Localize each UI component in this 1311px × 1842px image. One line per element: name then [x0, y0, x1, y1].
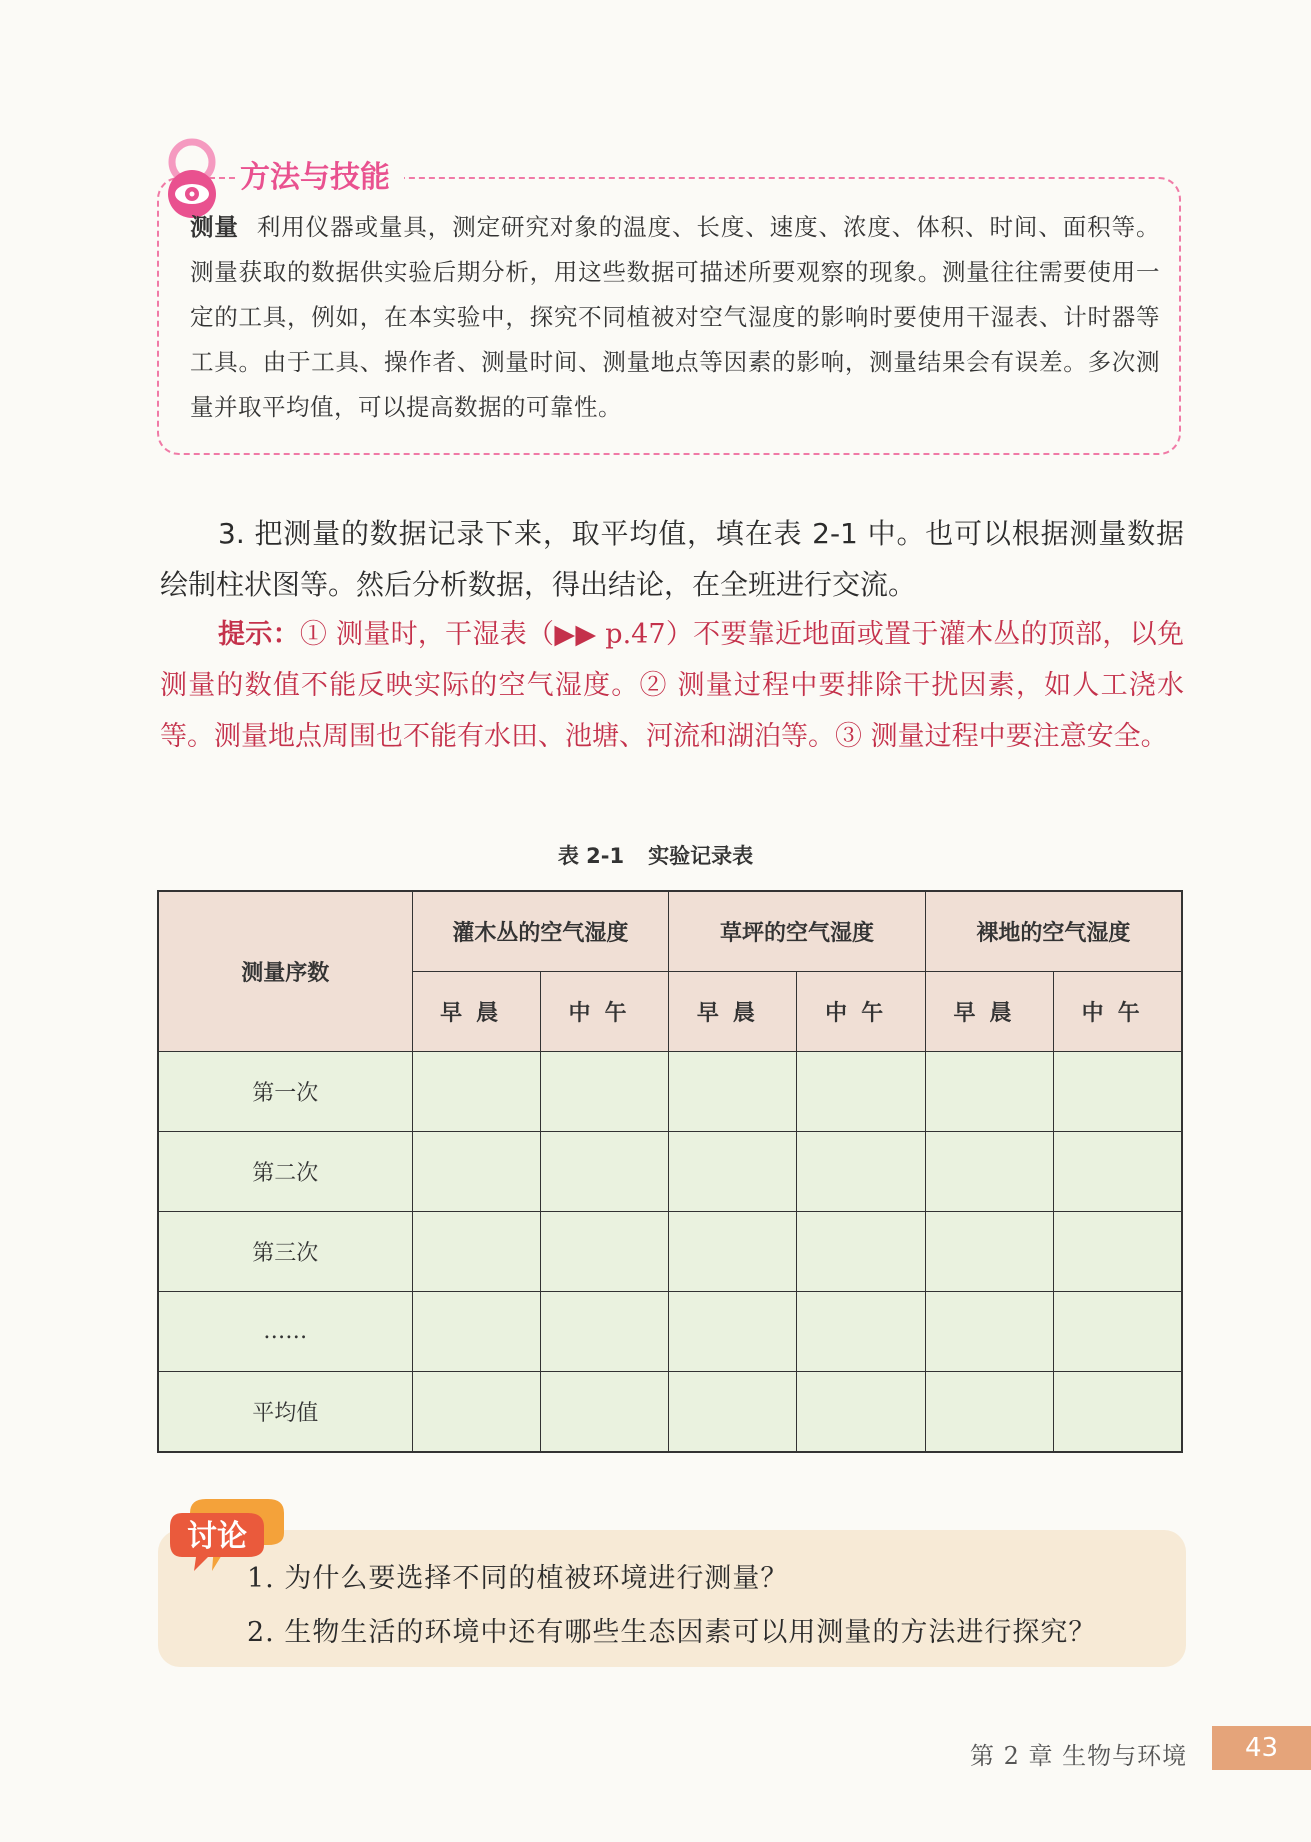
- data-cell[interactable]: [797, 1372, 925, 1453]
- methods-skills-text: [190, 205, 1160, 430]
- data-cell[interactable]: [1054, 1372, 1182, 1453]
- data-cell[interactable]: [1054, 1132, 1182, 1212]
- data-cell[interactable]: [412, 1212, 540, 1292]
- data-cell[interactable]: [669, 1292, 797, 1372]
- time-header: 早晨: [925, 972, 1053, 1052]
- data-cell[interactable]: [797, 1132, 925, 1212]
- group-header-bare-land: 裸地的空气湿度: [925, 891, 1182, 972]
- row-label: 第三次: [158, 1212, 412, 1292]
- data-cell[interactable]: [669, 1052, 797, 1132]
- time-header: 早晨: [412, 972, 540, 1052]
- data-cell[interactable]: [540, 1292, 668, 1372]
- page-number: 43: [1212, 1726, 1311, 1770]
- data-cell[interactable]: [540, 1372, 668, 1453]
- discussion-question-1: 1. 为什么要选择不同的植被环境进行测量？: [247, 1563, 789, 1594]
- data-cell[interactable]: [925, 1292, 1053, 1372]
- time-header: 中午: [797, 972, 925, 1052]
- table-caption: [0, 840, 1311, 870]
- table-caption-number: 表 2-1: [557, 844, 625, 868]
- data-cell[interactable]: [669, 1372, 797, 1453]
- data-cell[interactable]: [669, 1132, 797, 1212]
- time-header: 中午: [1054, 972, 1182, 1052]
- step-3-paragraph: 3. 把测量的数据记录下来，取平均值，填在表 2-1 中。也可以根据测量数据绘制柱状图等。然后分析数据，得出结论，在全班进行交流。: [160, 517, 1184, 601]
- tip-paragraph: [160, 609, 1184, 762]
- discussion-question-2: 2. 生物生活的环境中还有哪些生态因素可以用测量的方法进行探究？: [247, 1617, 1097, 1648]
- data-cell[interactable]: [540, 1212, 668, 1292]
- data-cell[interactable]: [797, 1052, 925, 1132]
- data-cell[interactable]: [797, 1212, 925, 1292]
- data-cell[interactable]: [412, 1292, 540, 1372]
- data-cell[interactable]: [669, 1212, 797, 1292]
- data-cell[interactable]: [797, 1292, 925, 1372]
- time-header: 早晨: [669, 972, 797, 1052]
- footer-chapter-title: 第 2 章 生物与环境: [970, 1742, 1188, 1770]
- row-label: ……: [158, 1292, 412, 1372]
- table-row: [158, 1132, 1182, 1212]
- data-cell[interactable]: [412, 1052, 540, 1132]
- data-cell[interactable]: [1054, 1212, 1182, 1292]
- methods-skills-body: 利用仪器或量具，测定研究对象的温度、长度、速度、浓度、体积、时间、面积等。测量获取的数据供实验后期分析，用这些数据可描述所要观察的现象。测量往往需要使用一定的工具，例如，在本实验中，探究不同植被对空气湿度的影响时要使用干湿表、计时器等工具。由于工具、操作者、测量时间、测量地点等因素的影响，测量结果会有误差。多次测量并取平均值，可以提高数据的可靠性。: [190, 213, 1161, 421]
- tip-text: ① 测量时，干湿表（▶▶ p.47）不要靠近地面或置于灌木丛的顶部，以免测量的数值不能反映实际的空气湿度。② 测量过程中要排除干扰因素，如人工浇水等。测量地点周围也不能有水田、池塘、河流和湖泊等。③ 测量过程中要注意安全。: [160, 619, 1185, 752]
- group-header-shrub: 灌木丛的空气湿度: [412, 891, 669, 972]
- table-row: [158, 1372, 1182, 1453]
- data-cell[interactable]: [540, 1052, 668, 1132]
- data-cell[interactable]: [925, 1132, 1053, 1212]
- table-row: [158, 1292, 1182, 1372]
- table-row: [158, 1052, 1182, 1132]
- data-cell[interactable]: [925, 1052, 1053, 1132]
- data-cell[interactable]: [412, 1132, 540, 1212]
- tip-label: 提示：: [218, 619, 300, 650]
- time-header: 中午: [540, 972, 668, 1052]
- data-cell[interactable]: [540, 1132, 668, 1212]
- data-cell[interactable]: [925, 1372, 1053, 1453]
- data-cell[interactable]: [1054, 1052, 1182, 1132]
- row-label: 平均值: [158, 1372, 412, 1453]
- data-cell[interactable]: [925, 1212, 1053, 1292]
- group-header-lawn: 草坪的空气湿度: [669, 891, 926, 972]
- table-caption-title: 实验记录表: [648, 844, 754, 868]
- discussion-badge-label: 讨论: [187, 1519, 247, 1554]
- methods-skills-title: 方法与技能: [236, 160, 404, 196]
- term-measurement: 测量: [190, 213, 239, 241]
- row-header-cell: 测量序数: [158, 891, 412, 1052]
- data-cell[interactable]: [1054, 1292, 1182, 1372]
- data-cell[interactable]: [412, 1372, 540, 1453]
- row-label: 第一次: [158, 1052, 412, 1132]
- table-row: [158, 1212, 1182, 1292]
- experiment-record-table: [157, 890, 1183, 1453]
- row-label: 第二次: [158, 1132, 412, 1212]
